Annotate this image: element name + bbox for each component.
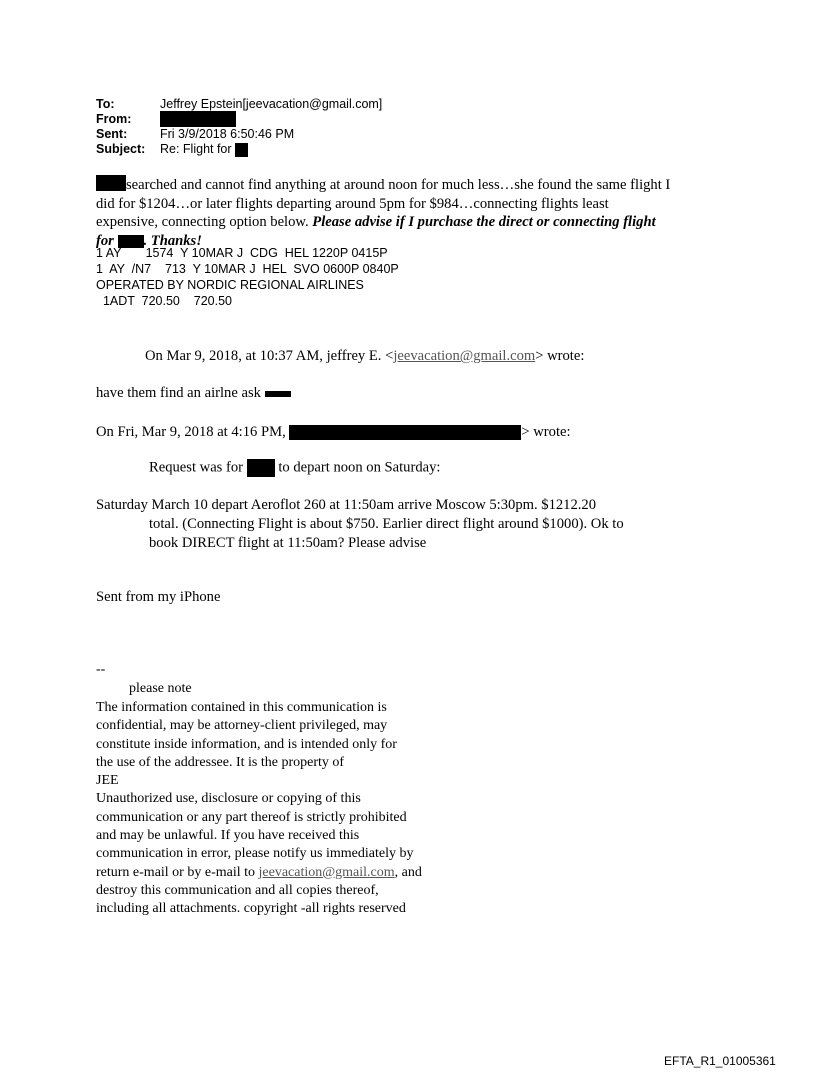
disclaimer-line: and may be unlawful. If you have received this — [96, 828, 360, 844]
signature-dashes: -- — [96, 662, 106, 677]
quote2-suffix: > wrote: — [521, 424, 571, 440]
itinerary-row-1: 1 AY 1574 Y 10MAR J CDG HEL 1220P 0415P — [96, 246, 388, 260]
reply-thanks: Thanks! — [150, 232, 202, 249]
reply-for: for — [96, 232, 114, 249]
quote2-prefix: On Fri, Mar 9, 2018 at 4:16 PM, — [96, 424, 286, 440]
iphone-signature: Sent from my iPhone — [96, 589, 221, 605]
redaction-sender — [289, 425, 521, 440]
reply-request: Please advise if I purchase the direct or connecting flight — [312, 214, 656, 230]
header-subject-row — [96, 142, 145, 157]
disclaimer-line: JEE — [96, 773, 119, 789]
request-text-b: to depart noon on Saturday: — [278, 459, 441, 476]
redaction-ask — [265, 391, 291, 397]
subject-text: Re: Flight for — [160, 142, 232, 156]
disclaimer-email-prefix: return e-mail or by e-mail to — [96, 864, 255, 880]
subject-label: Subject: — [96, 142, 146, 156]
saturday-line-3: book DIRECT flight at 11:50am? Please advise — [149, 535, 427, 551]
itinerary-row-2: 1 AY /N7 713 Y 10MAR J HEL SVO 0600P 0840P — [96, 262, 399, 276]
quote2-header — [96, 424, 571, 441]
quote1-prefix: On Mar 9, 2018, at 10:37 AM, jeffrey E. < — [145, 348, 394, 364]
header-from-row — [96, 112, 131, 127]
quote1-suffix: > wrote: — [535, 348, 585, 364]
disclaimer-line: confidential, may be attorney-client privileged, may — [96, 718, 388, 734]
disclaimer-line: the use of the addressee. It is the property of — [96, 754, 345, 770]
from-label: From: — [96, 112, 132, 126]
disclaimer-line: including all attachments. copyright -all rights reserved — [96, 901, 406, 917]
saturday-line-2: total. (Connecting Flight is about $750. Earlier direct flight around $1000). Ok to — [149, 516, 624, 532]
reply-line-1: searched and cannot find anything at around noon for much less…she found the same flight I — [126, 177, 671, 193]
reply-line-3: expensive, connecting option below. — [96, 214, 309, 230]
please-note: please note — [129, 681, 192, 696]
quote2-request — [149, 459, 440, 477]
disclaimer-line: Unauthorized use, disclosure or copying of this — [96, 791, 361, 807]
header-sent-row — [96, 127, 127, 142]
bates-number: EFTA_R1_01005361 — [664, 1054, 776, 1068]
header-to-row — [96, 97, 115, 112]
disclaimer-line: destroy this communication and all copies thereof, — [96, 882, 379, 898]
disclaimer-email-link[interactable]: jeevacation@gmail.com — [258, 864, 395, 880]
reply-line-2: did for $1204…or later flights departing around 5pm for $984…connecting flights least — [96, 195, 609, 212]
saturday-line-1: Saturday March 10 depart Aeroflot 260 at 11:50am arrive Moscow 5:30pm. $1212.20 — [96, 497, 596, 513]
disclaimer-text — [96, 699, 422, 919]
to-label: To: — [96, 97, 115, 111]
sent-value: Fri 3/9/2018 6:50:46 PM — [160, 127, 295, 141]
disclaimer-line: The information contained in this communication is — [96, 700, 387, 715]
disclaimer-email-suffix: , and — [394, 864, 422, 880]
disclaimer-line: communication or any part thereof is strictly prohibited — [96, 809, 407, 825]
to-value: Jeffrey Epstein[jeevacation@gmail.com] — [160, 97, 383, 111]
quote1-header — [145, 348, 584, 365]
disclaimer-line: communication in error, please notify us immediately by — [96, 846, 414, 862]
sent-label: Sent: — [96, 127, 128, 141]
redaction-request — [247, 459, 275, 477]
quote1-body-text: have them find an airlne ask — [96, 385, 261, 401]
reply-body: searched and cannot find anything at around noon for much less…she found the same flight I did for $1204…or later flights departing around 5pm for $984…connecting flights least expensive, connecting option below. Please advise if I purchase the direct or connecting flight for . Thanks! — [96, 175, 736, 250]
redaction-from — [160, 111, 236, 127]
request-text-a: Request was for — [149, 459, 244, 476]
itinerary-row-3: OPERATED BY NORDIC REGIONAL AIRLINES — [96, 278, 364, 292]
disclaimer-line — [96, 864, 422, 882]
disclaimer-line: constitute inside information, and is intended only for — [96, 736, 397, 752]
subject-value — [160, 142, 248, 157]
redaction-subject — [235, 143, 248, 157]
itinerary-row-4: 1ADT 720.50 720.50 — [96, 294, 232, 308]
quote1-email-link[interactable]: jeevacation@gmail.com — [393, 348, 536, 364]
redaction-name — [96, 175, 126, 191]
quote1-body — [96, 385, 291, 402]
